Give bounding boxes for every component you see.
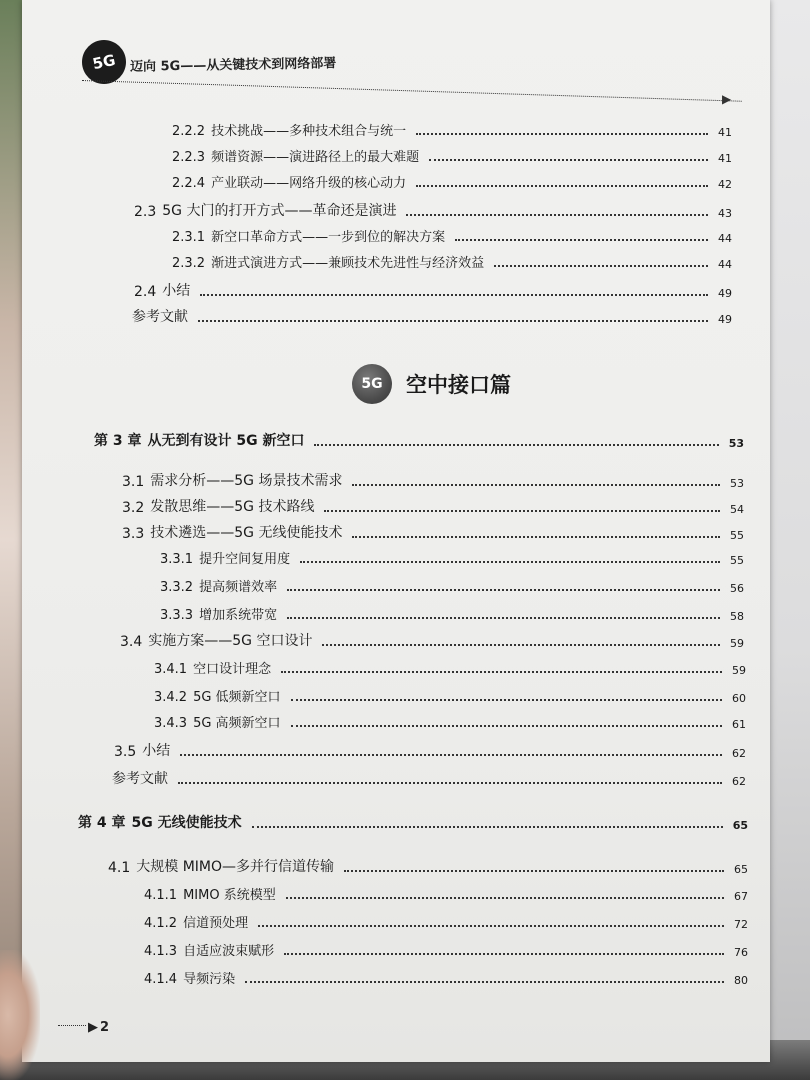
toc-leader (406, 214, 708, 216)
toc-page: 67 (734, 890, 748, 903)
toc-leader (178, 782, 722, 784)
toc-leader (416, 185, 708, 187)
toc-title: 导频污染 (183, 972, 236, 987)
toc-number: 3.4 (120, 634, 143, 650)
toc-page: 49 (718, 287, 732, 300)
toc-entry (172, 226, 732, 245)
toc-leader (429, 159, 708, 161)
toc-title: 技术遴选——5G 无线使能技术 (150, 525, 343, 541)
footer-page-marker (58, 1020, 109, 1035)
toc-title: 渐进式演进方式——兼顾技术先进性与经济效益 (211, 256, 485, 271)
section-5g-badge: 5G (352, 364, 392, 404)
toc-entry (122, 522, 744, 542)
toc-title: 自适应波束赋形 (183, 944, 275, 959)
toc-entry (144, 884, 748, 903)
toc-leader (287, 589, 720, 591)
toc-number: 3.3 (122, 526, 145, 542)
section-banner (352, 364, 511, 404)
toc-title: 实施方案——5G 空口设计 (148, 633, 313, 649)
toc-number: 3.2 (122, 500, 145, 516)
toc-page: 43 (718, 207, 732, 220)
footer-page-number: 2 (100, 1020, 110, 1035)
toc-page: 65 (734, 863, 748, 876)
toc-title: 发散思维——5G 技术路线 (150, 499, 315, 515)
toc-title: 从无到有设计 5G 新空口 (147, 433, 305, 449)
toc-title: 空口设计理念 (193, 662, 272, 677)
toc-leader (252, 826, 723, 828)
toc-number: 2.4 (134, 284, 157, 300)
toc-entry (134, 200, 732, 220)
toc-entry (160, 548, 744, 567)
toc-entry (172, 252, 732, 271)
toc-entry (132, 306, 732, 326)
toc-number: 4.1 (108, 860, 131, 876)
toc-title: 信道预处理 (183, 916, 249, 931)
toc-page: 65 (732, 819, 748, 832)
toc-page: 41 (718, 152, 732, 165)
toc-leader (291, 699, 722, 701)
toc-entry (108, 856, 748, 876)
toc-leader (258, 925, 724, 927)
toc-leader (352, 484, 720, 486)
toc-page: 60 (732, 692, 746, 705)
toc-leader (198, 320, 708, 322)
toc-number: 3.4.2 (154, 690, 188, 705)
toc-leader (281, 671, 722, 673)
toc-page: 61 (732, 718, 746, 731)
toc-title: MIMO 系统模型 (183, 888, 276, 903)
toc-page: 62 (732, 747, 746, 760)
toc-page: 76 (734, 946, 748, 959)
toc-entry (144, 940, 748, 959)
toc-entry (122, 496, 744, 516)
toc-number: 2.2.2 (172, 124, 206, 139)
toc-number: 4.1.1 (144, 888, 178, 903)
toc-number: 2.2.3 (172, 150, 206, 165)
toc-title: 参考文献 (112, 771, 168, 787)
toc-leader (455, 239, 708, 241)
toc-leader (494, 265, 708, 267)
toc-number: 4.1.2 (144, 916, 178, 931)
header-book-title: 迈向 5G——从关键技术到网络部署 (129, 56, 337, 75)
toc-page: 59 (732, 664, 746, 677)
toc-entry (154, 658, 746, 677)
toc-page: 56 (730, 582, 744, 595)
toc-title: 提高频谱效率 (199, 580, 278, 595)
toc-entry (172, 120, 732, 139)
toc-title: 5G 无线使能技术 (131, 815, 242, 831)
toc-leader (286, 897, 724, 899)
toc-number: 3.4.3 (154, 716, 188, 731)
toc-page: 62 (732, 775, 746, 788)
toc-title: 参考文献 (132, 309, 188, 325)
toc-entry (154, 686, 746, 705)
toc-number: 3.3.1 (160, 552, 194, 567)
toc-number: 3.3.2 (160, 580, 194, 595)
toc-entry (160, 576, 744, 595)
toc-title: 提升空间复用度 (199, 552, 291, 567)
toc-page: 80 (734, 974, 748, 987)
toc-number: 2.3.2 (172, 256, 206, 271)
toc-entry (172, 172, 732, 191)
toc-title: 5G 低频新空口 (193, 690, 281, 705)
toc-page: 44 (718, 232, 732, 245)
toc-entry (114, 740, 746, 760)
toc-number: 3.3.3 (160, 608, 194, 623)
toc-number: 2.2.4 (172, 176, 206, 191)
header-arrow-icon: ▶ (722, 92, 732, 106)
toc-page: 49 (718, 313, 732, 326)
toc-page: 54 (730, 503, 744, 516)
toc-entry (144, 912, 748, 931)
header-5g-badge: 5G (78, 36, 130, 88)
toc-page: 41 (718, 126, 732, 139)
toc-leader (200, 294, 708, 296)
toc-page: 55 (730, 529, 744, 542)
thumb-overlay (0, 950, 40, 1080)
toc-leader (322, 644, 720, 646)
toc-entry (144, 968, 748, 987)
toc-title: 5G 高频新空口 (193, 716, 281, 731)
toc-entry (154, 712, 746, 731)
toc-page: 44 (718, 258, 732, 271)
toc-title: 小结 (142, 743, 171, 759)
toc-leader (416, 133, 708, 135)
toc-entry (172, 146, 732, 165)
toc-leader (287, 617, 720, 619)
toc-number: 3.5 (114, 744, 137, 760)
toc-number: 4.1.3 (144, 944, 178, 959)
toc-page: 42 (718, 178, 732, 191)
toc-leader (245, 981, 724, 983)
toc-title: 增加系统带宽 (199, 608, 278, 623)
toc-number: 2.3.1 (172, 230, 206, 245)
toc-page: 58 (730, 610, 744, 623)
toc-page: 55 (730, 554, 744, 567)
toc-number: 2.3 (134, 204, 157, 220)
toc-leader (344, 870, 724, 872)
toc-title: 技术挑战——多种技术组合与统一 (211, 124, 407, 139)
toc-page: 53 (730, 477, 744, 490)
toc-entry (112, 768, 746, 788)
footer-arrow-icon: ▶ (88, 1020, 98, 1035)
toc-title: 5G 大门的打开方式——革命还是演进 (162, 203, 397, 219)
toc-title: 频谱资源——演进路径上的最大难题 (211, 150, 420, 165)
toc-number: 3.1 (122, 474, 145, 490)
toc-page: 72 (734, 918, 748, 931)
toc-chapter (78, 812, 748, 832)
toc-title: 大规模 MIMO—多并行信道传输 (136, 859, 335, 875)
toc-title: 需求分析——5G 场景技术需求 (150, 473, 343, 489)
book-page (22, 0, 770, 1062)
toc-entry (122, 470, 744, 490)
toc-entry (120, 630, 744, 650)
footer-dotted-line (58, 1025, 86, 1026)
toc-number: 4.1.4 (144, 972, 178, 987)
toc-leader (352, 536, 720, 538)
header-dotted-line (82, 80, 742, 102)
toc-number: 3.4.1 (154, 662, 188, 677)
toc-title: 产业联动——网络升级的核心动力 (211, 176, 407, 191)
toc-leader (291, 725, 722, 727)
toc-leader (314, 444, 718, 446)
toc-entry (160, 604, 744, 623)
toc-page: 53 (728, 437, 744, 450)
toc-title: 小结 (162, 283, 191, 299)
toc-number: 第 3 章 (94, 433, 142, 449)
toc-number: 第 4 章 (78, 815, 126, 831)
toc-leader (284, 953, 724, 955)
toc-leader (300, 561, 720, 563)
toc-leader (324, 510, 720, 512)
toc-chapter (94, 430, 744, 450)
toc-page: 59 (730, 637, 744, 650)
toc-entry (134, 280, 732, 300)
section-title: 空中接口篇 (406, 373, 511, 397)
toc-title: 新空口革命方式——一步到位的解决方案 (211, 230, 446, 245)
toc-leader (180, 754, 722, 756)
